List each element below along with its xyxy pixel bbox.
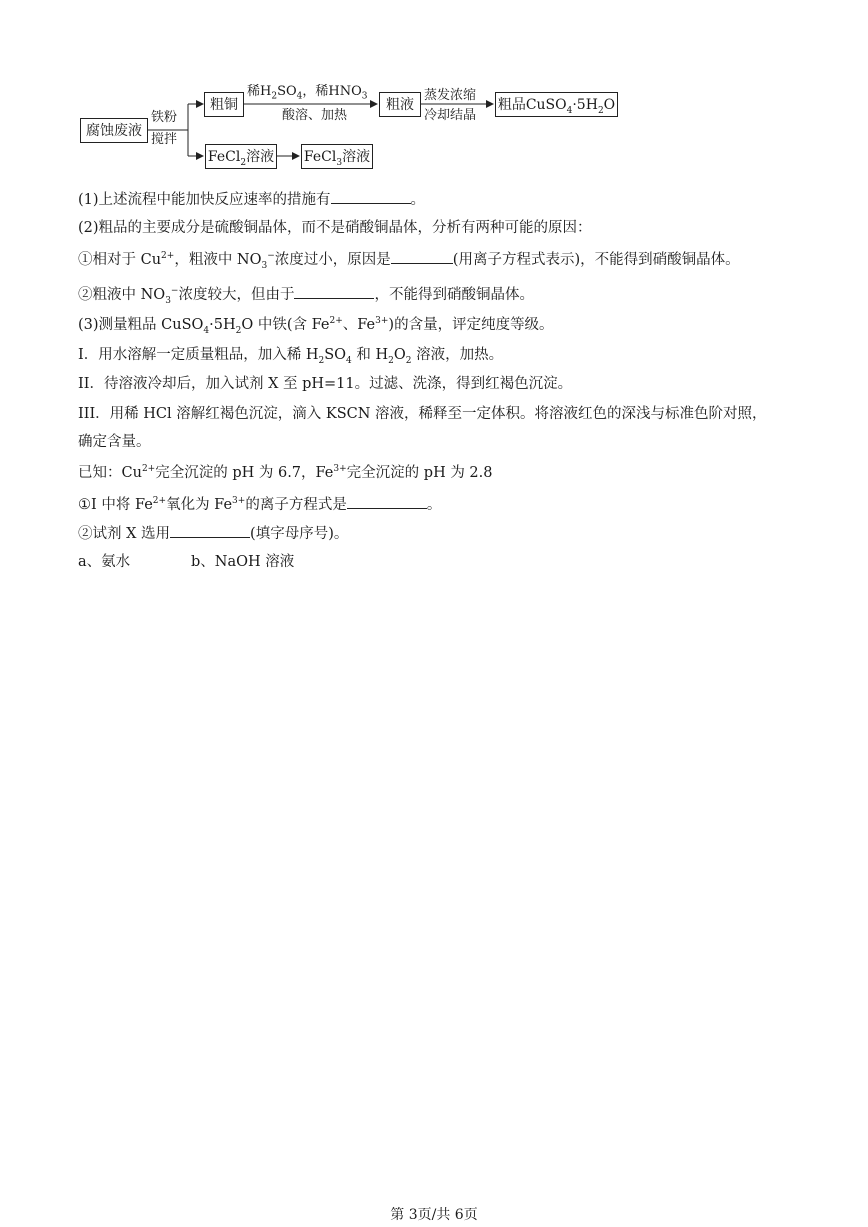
sub-question-1: ①I 中将 $Fe^{2+}$氧化为 $Fe^{3+}$的离子方程式是 。: [78, 492, 441, 516]
sub-question-2: ②试剂 X 选用 (填字母序号)。: [78, 521, 348, 545]
process-flowchart: [0, 0, 868, 180]
box-fecl3: FeCl$_3$溶液: [301, 144, 373, 169]
question-1: (1)上述流程中能加快反应速率的措施有 。: [78, 187, 425, 211]
answer-blank-4[interactable]: [347, 492, 427, 509]
known-conditions: 已知：$Cu^{2+}$完全沉淀的 pH 为 6.7，$Fe^{3+}$完全沉淀的 pH 为 2.8: [78, 464, 493, 481]
box-fecl2: FeCl$_2$溶液: [205, 144, 277, 169]
answer-blank-5[interactable]: [170, 521, 250, 538]
answer-blank-1[interactable]: [331, 187, 411, 204]
box-product: 粗品$CuSO_4\cdot 5H_2O$: [495, 92, 618, 117]
answer-blank-3[interactable]: [294, 282, 374, 299]
options: [78, 551, 294, 573]
answer-blank-2[interactable]: [391, 247, 453, 264]
question-3-intro: (3)测量粗品 $CuSO_4\cdot 5H_2O$ 中铁(含 $Fe^{2+}$、$Fe^{3+}$)的含量，评定纯度等级。: [78, 316, 554, 336]
label-evaporate: 蒸发浓缩: [424, 88, 477, 103]
question-2-intro: (2)粗品的主要成分是硫酸铜晶体，而不是硝酸铜晶体，分析有两种可能的原因：: [78, 220, 592, 236]
step-3: III．用稀 HCl 溶解红褐色沉淀，滴入 KSCN 溶液，稀释至一定体积。将溶液红色的深浅与标准色阶对照，: [78, 406, 767, 422]
option-b[interactable]: b、NaOH 溶液: [191, 554, 295, 570]
label-acid-reagents: 稀$H_2SO_4$，稀$HNO_3$: [247, 84, 368, 102]
box-waste-liquid: 腐蚀废液: [80, 118, 148, 143]
label-stir: 搅拌: [151, 132, 178, 147]
label-acid-dissolve-heat: 酸溶、加热: [282, 108, 348, 123]
option-a[interactable]: a、氨水: [78, 554, 131, 570]
label-cool-crystallize: 冷却结晶: [424, 108, 477, 123]
step-3-cont: 确定含量。: [78, 434, 151, 450]
box-crude-copper: 粗铜: [204, 92, 244, 117]
question-2-reason-2: ②粗液中 $NO_3^-$浓度较大，但由于 ，不能得到硝酸铜晶体。: [78, 282, 534, 306]
question-2-reason-1: ①相对于 $Cu^{2+}$，粗液中 $NO_3^-$浓度过小，原因是 (用离子方程式表示)，不能得到硝酸铜晶体。: [78, 247, 740, 271]
step-1: I．用水溶解一定质量粗品，加入稀 $H_2SO_4$ 和 $H_2O_2$ 溶液，加热。: [78, 347, 504, 366]
step-2: II．待溶液冷却后，加入试剂 X 至 pH=11。过滤、洗涤，得到红褐色沉淀。: [78, 376, 573, 392]
box-crude-liquid: 粗液: [379, 92, 421, 117]
page-footer: 第 3页/共 6页: [390, 1207, 478, 1223]
label-iron-powder: 铁粉: [151, 110, 178, 125]
